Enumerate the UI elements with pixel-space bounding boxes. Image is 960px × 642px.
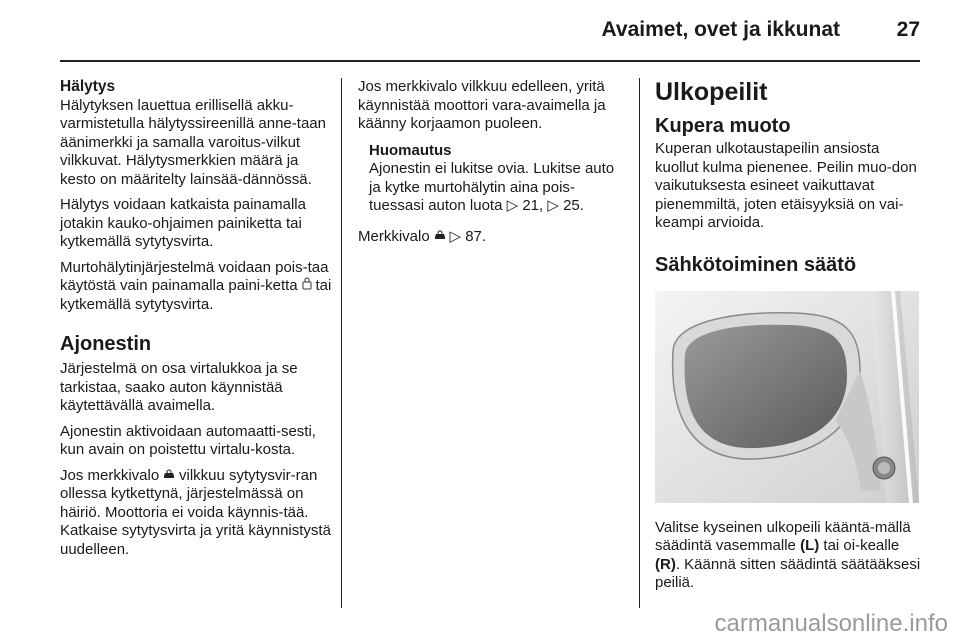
- left-label: (L): [800, 537, 820, 554]
- immobiliser-heading: Ajonestin: [60, 333, 152, 355]
- section-heading: Ulkopeilit: [655, 78, 768, 106]
- note-title: Huomautus: [369, 141, 452, 159]
- immobiliser-paragraph: Ajonestin aktivoidaan automaatti-sesti, kun avain on poistettu virtalu-kosta.: [60, 422, 316, 458]
- note-body: Ajonestin ei lukitse ovia. Lukitse auto ja kytke murtohälytin aina pois-tuessasi auton luota: [369, 160, 615, 214]
- header-divider: [60, 60, 920, 62]
- column-2: [358, 78, 626, 253]
- alarm-paragraph: Hälytyksen lauettua erillisellä akku-varmistetulla hälytyssireenillä anne-taan äänimerkki ja samalla varoitus-vilkut vilkkuvat. Hälytysmerkkien määrä ja kesto on määritelty lainsää-dännössä.: [60, 96, 326, 188]
- column-divider: [639, 78, 640, 608]
- page-number: 27: [896, 18, 920, 41]
- page-ref-link[interactable]: 21,: [522, 197, 544, 214]
- immobiliser-paragraph: Jos merkkivalo vilkkuu edelleen, yritä käynnistää moottori vara-avaimella ja käänny korjaamon puoleen.: [358, 78, 606, 132]
- column-1: [60, 78, 332, 566]
- alarm-text: tai kytkemällä sytytysvirta.: [60, 277, 332, 313]
- immobiliser-paragraph: Järjestelmä on osa virtalukkoa ja se tarkistaa, saako auton käynnistää käytettävällä avaimella.: [60, 360, 298, 414]
- adjust-text: Valitse kyseinen ulkopeili kääntä-mällä säädintä vasemmalle: [655, 518, 911, 554]
- immobiliser-paragraph: [60, 467, 332, 560]
- immobiliser-text: vilkkuu sytytysvir-ran ollessa kytkettynä, järjestelmässä on häiriö. Moottoria ei voida käynnis-tää. Katkaise sytytysvirta ja yritä käynnistystä uudelleen.: [60, 466, 331, 558]
- adjust-paragraph: [655, 519, 921, 593]
- immobiliser-icon: [163, 468, 179, 483]
- mirror-illustration: [655, 291, 919, 503]
- column-3: [655, 78, 921, 600]
- page-ref-triangle-icon: ▷: [449, 227, 462, 245]
- page-ref-triangle-icon: ▷: [547, 197, 559, 214]
- watermark: carmanualsonline.info: [714, 610, 948, 637]
- adjust-text: tai oi-kealle: [823, 537, 900, 554]
- note-text: [369, 160, 626, 216]
- adjust-text: . Käännä sitten säädintä säätääksesi peiliä.: [655, 555, 921, 591]
- convex-heading: Kupera muoto: [655, 115, 791, 137]
- header-title: Avaimet, ovet ja ikkunat: [601, 18, 840, 41]
- page-ref-link[interactable]: 87.: [465, 227, 487, 245]
- lock-button-icon: [302, 278, 316, 293]
- page-ref-triangle-icon: ▷: [506, 197, 519, 214]
- alarm-paragraph: [60, 259, 332, 315]
- indicator-text: Merkkivalo: [358, 227, 430, 245]
- alarm-heading: Hälytys: [60, 78, 116, 95]
- alarm-paragraph: Hälytys voidaan katkaista painamalla jotakin kauko-ohjaimen painiketta tai kytkemällä sytytysvirta.: [60, 196, 306, 250]
- electric-adjust-heading: Sähkötoiminen säätö: [655, 253, 857, 276]
- right-label: (R): [655, 555, 676, 573]
- convex-paragraph: Kuperan ulkotaustapeilin ansiosta kuollut kulma pienenee. Peilin muo-don vaikutuksesta esineet vaikuttavat pienemmiltä, joten etäisyyksiä on vai-keampi arvioida.: [655, 140, 917, 231]
- page-ref-link[interactable]: 25.: [563, 197, 584, 214]
- column-divider: [341, 78, 342, 608]
- note-box: [369, 142, 626, 216]
- alarm-text: Murtohälytinjärjestelmä voidaan pois-taa käytöstä vain painamalla paini-ketta: [60, 258, 329, 294]
- immobiliser-text: Jos merkkivalo: [60, 466, 160, 484]
- indicator-paragraph: [358, 228, 626, 247]
- immobiliser-icon: [434, 229, 450, 244]
